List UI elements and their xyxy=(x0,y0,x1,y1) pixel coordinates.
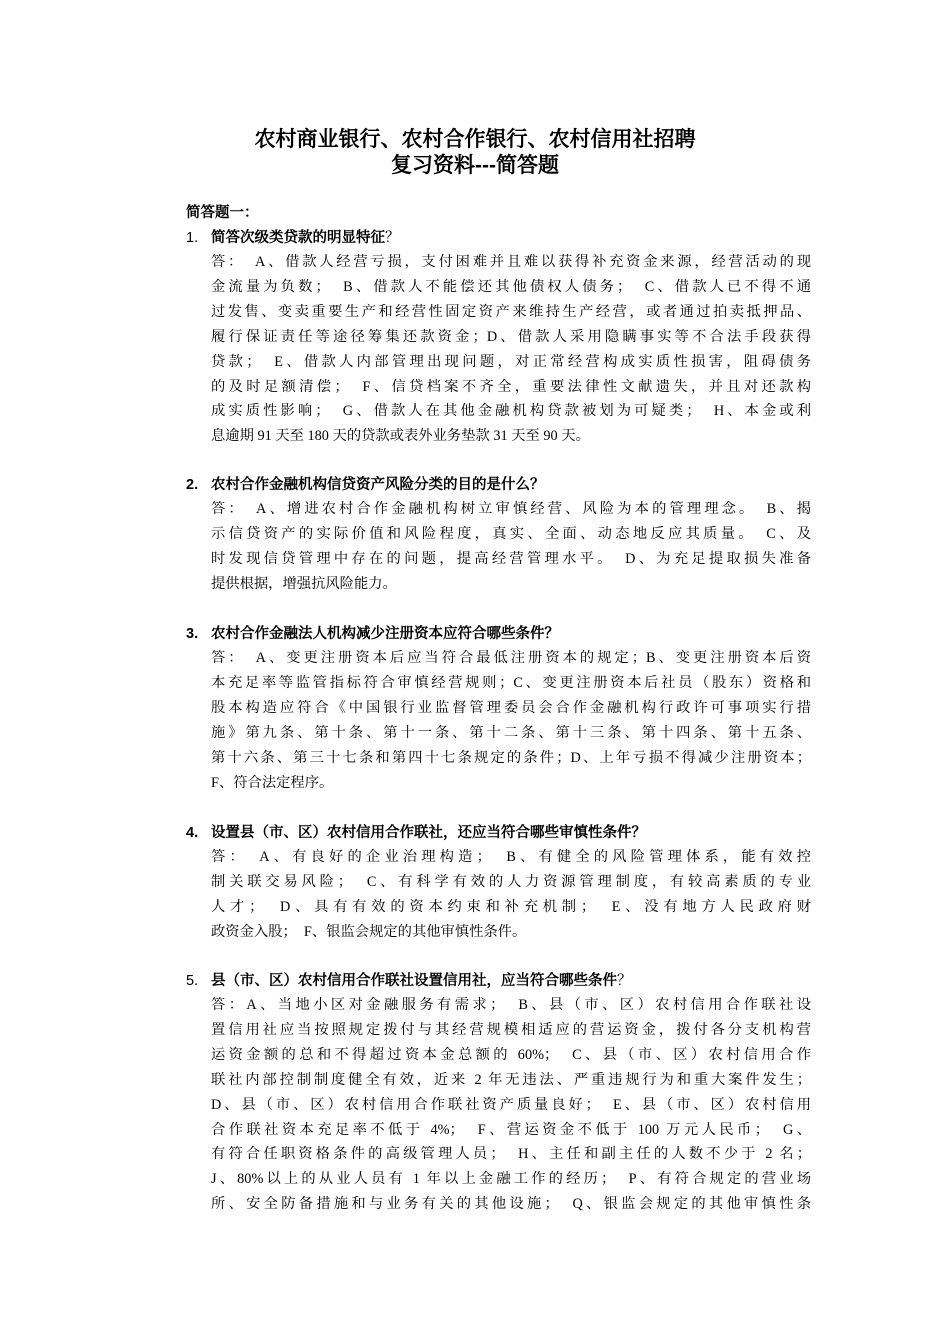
question-4 xyxy=(186,821,816,945)
question-3 xyxy=(186,622,816,795)
question-mark: ？ xyxy=(617,973,632,989)
answer-line: 置信用社应当按照规定拨付与其经营规模相适应的营运资金，拨付各分支机构营 xyxy=(211,1021,811,1038)
question-header xyxy=(186,821,816,845)
answer-text xyxy=(211,250,811,449)
section-heading: 简答题一： xyxy=(186,205,259,221)
answer-line: 示信贷资产的实际价值和风险程度，真实、全面、动态地反应其质量。 C、及 xyxy=(211,525,811,542)
answer-line: 本充足率等监管指标符合审慎经营规则；C、变更注册资本后社员（股东）资格和 xyxy=(211,674,811,691)
answer-line: 过发售、变卖重要生产和经营性固定资产来维持生产经营，或者通过拍卖抵押品、 xyxy=(211,303,811,320)
question-number: 1. xyxy=(186,230,199,246)
answer-line: 贷款； E、借款人内部管理出现问题，对正常经营构成实质性损害，阻碍债务 xyxy=(211,353,811,370)
question-number: 3. xyxy=(186,626,199,642)
question-title-text: 农村合作金融法人机构减少注册资本应符合哪些条件？ xyxy=(211,626,559,642)
answer-line: 答： A、有良好的企业治理构造； B、有健全的风险管理体系，能有效控 xyxy=(211,849,811,865)
answer-line: 的及时足额清偿； F、信贷档案不齐全，重要法律性文献遗失，并且对还款构 xyxy=(211,378,811,395)
question-title xyxy=(211,969,632,993)
answer-line: 金流量为负数； B、借款人不能偿还其他债权人债务； C、借款人已不得不通 xyxy=(211,278,811,295)
answer-text xyxy=(211,646,811,795)
question-title-text: 县（市、区）农村信用合作联社设置信用社，应当符合哪些条件 xyxy=(211,973,617,989)
question-title xyxy=(211,622,559,646)
question-number: 2. xyxy=(186,477,199,493)
doc-title-line2: 复习资料---简答题 xyxy=(391,154,559,177)
answer-line: 提供根据，增强抗风险能力。 xyxy=(211,575,397,592)
question-title xyxy=(211,226,400,250)
doc-title-line1: 农村商业银行、农村合作银行、农村信用社招聘 xyxy=(254,128,696,151)
answer-line: 答： A、增进农村合作金融机构树立审慎经营、风险为本的管理理念。 B、揭 xyxy=(211,501,811,517)
answer-line: 履行保证责任等途径筹集还款资金；D、借款人采用隐瞒事实等不合法手段获得 xyxy=(211,328,811,345)
question-number: 4. xyxy=(186,825,199,841)
answer-line: 第十六条、第三十七条和第四十七条规定的条件；D、上年亏损不得减少注册资本； xyxy=(211,749,811,766)
answer-line: 运资金额的总和不得超过资本金总额的 60%； C、县（市、区）农村信用合作 xyxy=(211,1046,811,1063)
answer-line: 息逾期 91 天至 180 天的贷款或表外业务垫款 31 天至 90 天。 xyxy=(211,428,590,445)
answer-line: 所、安全防备措施和与业务有关的其他设施； Q、银监会规定的其他审慎性条 xyxy=(211,1196,811,1213)
answer-line: 答：A、当地小区对金融服务有需求； B、县（市、区）农村信用合作联社设 xyxy=(211,997,811,1013)
question-title xyxy=(211,473,545,497)
answer-line: 答： A、变更注册资本后应当符合最低注册资本的规定；B、变更注册资本后资 xyxy=(211,650,811,666)
question-header xyxy=(186,622,816,646)
question-5 xyxy=(186,969,816,1217)
question-header xyxy=(186,473,816,497)
answer-line: 合作联社资本充足率不低于 4%； F、营运资金不低于 100 万元人民币； G、 xyxy=(211,1121,811,1138)
answer-line: 政资金入股； F、银监会规定的其他审慎性条件。 xyxy=(211,923,527,940)
question-title-text: 农村合作金融机构信贷资产风险分类的目的是什么？ xyxy=(211,477,545,493)
question-title-text: 简答次级类贷款的明显特征 xyxy=(211,230,385,246)
question-title xyxy=(211,821,646,845)
question-title-text: 设置县（市、区）农村信用合作联社，还应当符合哪些审慎性条件？ xyxy=(211,825,646,841)
answer-line: J、80%以上的从业人员有 1 年以上金融工作的经历； P、有符合规定的营业场 xyxy=(211,1171,811,1188)
answer-line: 时发现信贷管理中存在的问题，提高经营管理水平。 D、为充足提取损失准备 xyxy=(211,550,811,567)
answer-line: 有符合任职资格条件的高级管理人员； H、主任和副主任的人数不少于 2 名； xyxy=(211,1146,811,1163)
answer-text xyxy=(211,845,811,945)
answer-line: 股本构造应符合《中国银行业监督管理委员会合作金融机构行政许可事项实行措 xyxy=(211,699,811,716)
answer-line: 制关联交易风险； C、有科学有效的人力资源管理制度，有较高素质的专业 xyxy=(211,873,811,890)
answer-line: 成实质性影响； G、借款人在其他金融机构贷款被划为可疑类； H、本金或利 xyxy=(211,403,811,420)
answer-line: 答： A、借款人经营亏损，支付困难并且难以获得补充资金来源，经营活动的现 xyxy=(211,254,811,270)
answer-text xyxy=(211,497,811,597)
answer-line: D、县（市、区）农村信用合作联社资产质量良好； E、县（市、区）农村信用 xyxy=(211,1096,811,1113)
answer-line: F、符合法定程序。 xyxy=(211,774,334,791)
question-2 xyxy=(186,473,816,597)
question-header xyxy=(186,969,816,993)
answer-line: 施》第九条、第十条、第十一条、第十二条、第十三条、第十四条、第十五条、 xyxy=(211,724,811,741)
question-1 xyxy=(186,226,816,449)
answer-text xyxy=(211,993,811,1217)
answer-line: 联社内部控制制度健全有效，近来 2 年无违法、严重违规行为和重大案件发生； xyxy=(211,1071,811,1088)
answer-line: 人才； D、具有有效的资本约束和补充机制； E、没有地方人民政府财 xyxy=(211,898,811,915)
question-number: 5. xyxy=(186,973,199,989)
question-header xyxy=(186,226,816,250)
question-mark: ？ xyxy=(385,230,400,246)
